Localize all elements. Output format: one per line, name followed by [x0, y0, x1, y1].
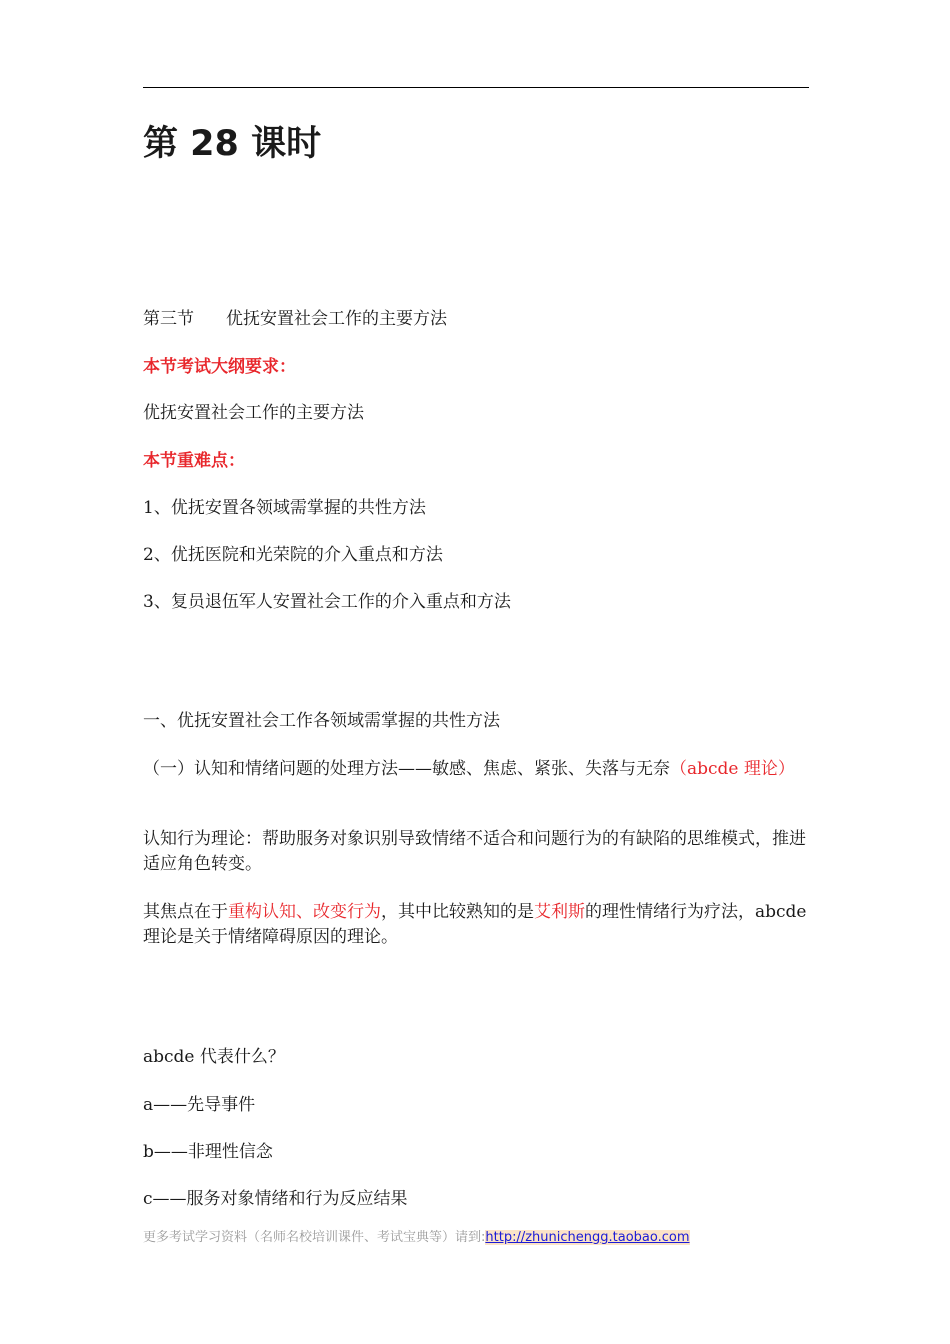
- key-points-label: 本节重难点：: [143, 451, 245, 471]
- section-number: 第三节: [143, 309, 194, 329]
- sub-one-paragraph: [143, 757, 809, 782]
- abcde-item-b: b——非理性信念: [143, 1142, 273, 1162]
- sub-one-highlight: （abcde 理论）: [670, 759, 795, 779]
- focus-highlight-1: 重构认知、改变行为: [228, 902, 381, 922]
- focus-text-3: 的理性情绪行为疗法，abcde 理论是关于情绪障碍原因的理论。: [143, 902, 807, 947]
- abcde-question: abcde 代表什么？: [143, 1047, 285, 1067]
- key-point-1: 1、优抚安置各领域需掌握的共性方法: [143, 498, 426, 518]
- outline-text: 优抚安置社会工作的主要方法: [143, 403, 364, 423]
- part-one-heading: 一、优抚安置社会工作各领域需掌握的共性方法: [143, 711, 500, 731]
- focus-highlight-2: 艾利斯: [534, 902, 585, 922]
- sub-one-text: （一）认知和情绪问题的处理方法——敏感、焦虑、紧张、失落与无奈: [143, 759, 670, 779]
- section-heading: [143, 307, 447, 331]
- abcde-item-a: a——先导事件: [143, 1095, 256, 1115]
- focus-paragraph: [143, 900, 809, 950]
- footer-link[interactable]: http://zhunichengg.taobao.com: [485, 1230, 690, 1245]
- footer-text: 更多考试学习资料（名师名校培训课件、考试宝典等）请到:: [143, 1230, 486, 1245]
- focus-text-2: ，其中比较熟知的是: [381, 902, 534, 922]
- section-title: 优抚安置社会工作的主要方法: [226, 309, 447, 329]
- key-point-3: 3、复员退伍军人安置社会工作的介入重点和方法: [143, 592, 511, 612]
- lesson-title: 第 28 课时: [143, 124, 322, 164]
- cbt-paragraph: 认知行为理论：帮助服务对象识别导致情绪不适合和问题行为的有缺陷的思维模式，推进适应角色转变。: [143, 829, 806, 874]
- focus-text-1: 其焦点在于: [143, 902, 228, 922]
- header-rule: [143, 87, 809, 88]
- outline-label: 本节考试大纲要求：: [143, 357, 296, 377]
- footer: [143, 1226, 690, 1245]
- abcde-item-c: c——服务对象情绪和行为反应结果: [143, 1189, 408, 1209]
- key-point-2: 2、优抚医院和光荣院的介入重点和方法: [143, 545, 443, 565]
